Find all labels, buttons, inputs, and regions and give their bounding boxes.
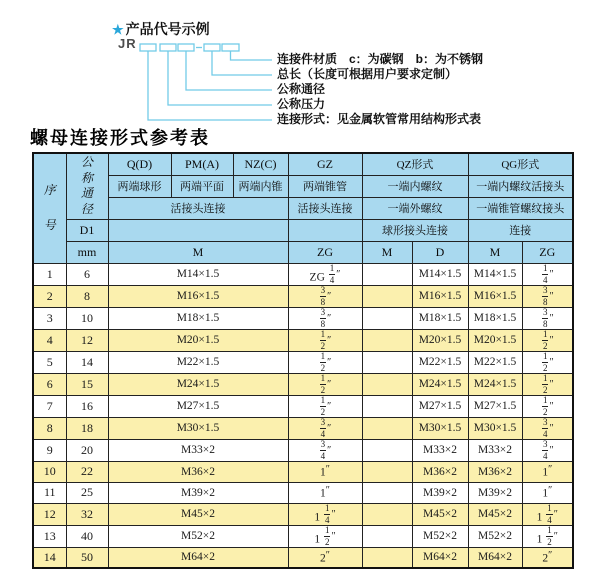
cell-seq: 14 xyxy=(33,547,66,568)
cell-gz: 1 $\frac{1}{4}$ ″ xyxy=(288,503,362,525)
table-row xyxy=(33,461,573,482)
cell-gz: 1 $\frac{1}{2}$ ″ xyxy=(288,525,362,547)
header-dn: 公称通径 xyxy=(66,153,108,219)
cell-qg-m: M18×1.5 xyxy=(468,307,522,329)
header-qg-m: M xyxy=(468,241,522,263)
table-row xyxy=(33,351,573,373)
connector-line-5 xyxy=(148,51,272,120)
cell-dn: 16 xyxy=(66,395,108,417)
cell-m: M22×1.5 xyxy=(108,351,288,373)
code-box-4 xyxy=(204,44,220,51)
nut-connection-reference-table xyxy=(32,152,574,569)
cell-qg-zg: 1″ xyxy=(522,461,573,482)
header-union-conn: 活接头连接 xyxy=(108,197,288,219)
cell-dn: 40 xyxy=(66,525,108,547)
cell-qz-m xyxy=(362,329,412,351)
cell-qz-m xyxy=(362,285,412,307)
cell-dn: 12 xyxy=(66,329,108,351)
cell-m: M39×2 xyxy=(108,482,288,503)
header-qz-desc1: 一端内螺纹 xyxy=(362,175,468,197)
header-row-4 xyxy=(33,219,573,241)
cell-m: M36×2 xyxy=(108,461,288,482)
cell-dn: 6 xyxy=(66,263,108,285)
cell-qg-zg: 1″ xyxy=(522,482,573,503)
header-gz: GZ xyxy=(288,153,362,175)
cell-qz-d: M22×1.5 xyxy=(412,351,468,373)
cell-seq: 4 xyxy=(33,329,66,351)
cell-qg-zg: 1 $\frac{1}{4}$ ″ xyxy=(522,503,573,525)
cell-dn: 15 xyxy=(66,373,108,395)
code-box-1 xyxy=(140,44,156,51)
star-icon: ★ xyxy=(112,22,124,37)
header-blank-gz xyxy=(288,219,362,241)
header-mm: mm xyxy=(66,241,108,263)
cell-m: M27×1.5 xyxy=(108,395,288,417)
header-qg-zg: ZG xyxy=(522,241,573,263)
cell-qg-zg: $\frac{1}{2}$ ″ xyxy=(522,329,573,351)
cell-qz-m xyxy=(362,525,412,547)
cell-qg-m: M27×1.5 xyxy=(468,395,522,417)
cell-dn: 10 xyxy=(66,307,108,329)
table-row xyxy=(33,307,573,329)
cell-qz-d: M45×2 xyxy=(412,503,468,525)
cell-qz-d: M36×2 xyxy=(412,461,468,482)
cell-seq: 8 xyxy=(33,417,66,439)
header-row-2 xyxy=(33,175,573,197)
cell-gz: ZG $\frac{1}{4}$ ″ xyxy=(288,263,362,285)
code-box-5 xyxy=(222,44,239,51)
cell-dn: 22 xyxy=(66,461,108,482)
header-qz-d: D xyxy=(412,241,468,263)
cell-qz-m xyxy=(362,307,412,329)
cell-qz-d: M20×1.5 xyxy=(412,329,468,351)
header-gz-desc: 两端锥管 xyxy=(288,175,362,197)
cell-qz-m xyxy=(362,439,412,461)
cell-gz: $\frac{1}{2}$ ″ xyxy=(288,351,362,373)
cell-dn: 32 xyxy=(66,503,108,525)
cell-qz-d: M33×2 xyxy=(412,439,468,461)
cell-qg-m: M16×1.5 xyxy=(468,285,522,307)
cell-seq: 7 xyxy=(33,395,66,417)
diagram-label-diameter: 公称通径 xyxy=(277,82,326,96)
table-body xyxy=(33,263,573,568)
connector-line-2 xyxy=(212,51,272,75)
table-row xyxy=(33,547,573,568)
cell-qz-m xyxy=(362,373,412,395)
cell-qg-m: M14×1.5 xyxy=(468,263,522,285)
cell-qg-m: M36×2 xyxy=(468,461,522,482)
cell-qz-m xyxy=(362,351,412,373)
cell-gz: 1″ xyxy=(288,482,362,503)
cell-qg-zg: $\frac{3}{4}$ ″ xyxy=(522,417,573,439)
header-gz-conn: 活接头连接 xyxy=(288,197,362,219)
header-pm: PM(A) xyxy=(171,153,233,175)
cell-m: M45×2 xyxy=(108,503,288,525)
cell-seq: 2 xyxy=(33,285,66,307)
connector-line-1 xyxy=(231,51,273,60)
table-row xyxy=(33,439,573,461)
table-row xyxy=(33,525,573,547)
cell-gz: $\frac{1}{2}$ ″ xyxy=(288,329,362,351)
cell-qz-m xyxy=(362,503,412,525)
table-row xyxy=(33,285,573,307)
cell-dn: 18 xyxy=(66,417,108,439)
cell-dn: 14 xyxy=(66,351,108,373)
header-qg-conn: 连接 xyxy=(468,219,573,241)
cell-seq: 11 xyxy=(33,482,66,503)
cell-qg-zg: $\frac{1}{2}$ ″ xyxy=(522,351,573,373)
cell-qz-d: M52×2 xyxy=(412,525,468,547)
header-q: Q(D) xyxy=(108,153,171,175)
header-qz-type: QZ形式 xyxy=(362,153,468,175)
header-qg-desc2: 一端锥管螺纹接头 xyxy=(468,197,573,219)
cell-qg-m: M45×2 xyxy=(468,503,522,525)
diagram-label-length: 总长（长度可根据用户要求定制） xyxy=(277,67,458,81)
table-row xyxy=(33,503,573,525)
cell-qg-zg: $\frac{3}{4}$ ″ xyxy=(522,439,573,461)
header-row-3 xyxy=(33,197,573,219)
cell-qg-m: M24×1.5 xyxy=(468,373,522,395)
cell-m: M16×1.5 xyxy=(108,285,288,307)
cell-dn: 25 xyxy=(66,482,108,503)
cell-qg-zg: $\frac{1}{2}$ ″ xyxy=(522,395,573,417)
diagram-label-material: 连接件材质 c：为碳钢 b：为不锈钢 xyxy=(277,52,484,66)
header-d1: D1 xyxy=(66,219,108,241)
header-zg: ZG xyxy=(288,241,362,263)
cell-seq: 3 xyxy=(33,307,66,329)
cell-m: M14×1.5 xyxy=(108,263,288,285)
cell-qz-m xyxy=(362,263,412,285)
product-code-prefix: JR xyxy=(118,36,137,51)
table-row xyxy=(33,395,573,417)
cell-qg-zg: 1 $\frac{1}{2}$ ″ xyxy=(522,525,573,547)
cell-m: M64×2 xyxy=(108,547,288,568)
cell-qg-m: M33×2 xyxy=(468,439,522,461)
cell-qz-d: M64×2 xyxy=(412,547,468,568)
cell-qz-d: M30×1.5 xyxy=(412,417,468,439)
cell-qg-zg: $\frac{1}{4}$ ″ xyxy=(522,263,573,285)
header-row-5 xyxy=(33,241,573,263)
cell-qz-d: M24×1.5 xyxy=(412,373,468,395)
cell-qg-m: M39×2 xyxy=(468,482,522,503)
header-nz-desc: 两端内锥 xyxy=(233,175,288,197)
cell-qg-m: M20×1.5 xyxy=(468,329,522,351)
cell-m: M33×2 xyxy=(108,439,288,461)
cell-gz: $\frac{3}{8}$ ″ xyxy=(288,307,362,329)
header-qg-type: QG形式 xyxy=(468,153,573,175)
cell-dn: 8 xyxy=(66,285,108,307)
connector-line-3 xyxy=(186,51,272,90)
cell-seq: 12 xyxy=(33,503,66,525)
cell-m: M24×1.5 xyxy=(108,373,288,395)
cell-dn: 20 xyxy=(66,439,108,461)
cell-gz: $\frac{3}{4}$ ″ xyxy=(288,439,362,461)
cell-seq: 9 xyxy=(33,439,66,461)
diagram-label-connection: 连接形式：见金属软管常用结构形式表 xyxy=(277,112,482,126)
cell-qz-d: M18×1.5 xyxy=(412,307,468,329)
header-m: M xyxy=(108,241,288,263)
cell-qg-zg: $\frac{1}{2}$ ″ xyxy=(522,373,573,395)
cell-qz-d: M27×1.5 xyxy=(412,395,468,417)
cell-seq: 13 xyxy=(33,525,66,547)
header-row-1 xyxy=(33,153,573,175)
connector-line-4 xyxy=(168,51,272,105)
table-row xyxy=(33,329,573,351)
cell-qg-zg: $\frac{3}{8}$ ″ xyxy=(522,307,573,329)
cell-qg-m: M22×1.5 xyxy=(468,351,522,373)
header-qg-desc1: 一端内螺纹活接头 xyxy=(468,175,573,197)
code-box-2 xyxy=(160,44,176,51)
cell-qg-m: M64×2 xyxy=(468,547,522,568)
cell-qz-d: M14×1.5 xyxy=(412,263,468,285)
table-row xyxy=(33,482,573,503)
cell-gz: $\frac{1}{2}$ ″ xyxy=(288,373,362,395)
header-pm-desc: 两端平面 xyxy=(171,175,233,197)
cell-gz: 2″ xyxy=(288,547,362,568)
cell-qg-m: M30×1.5 xyxy=(468,417,522,439)
cell-gz: $\frac{3}{8}$ ″ xyxy=(288,285,362,307)
table-header xyxy=(33,153,573,263)
cell-m: M20×1.5 xyxy=(108,329,288,351)
cell-m: M18×1.5 xyxy=(108,307,288,329)
cell-qg-m: M52×2 xyxy=(468,525,522,547)
cell-gz: $\frac{1}{2}$ ″ xyxy=(288,395,362,417)
cell-seq: 6 xyxy=(33,373,66,395)
header-qz-m: M xyxy=(362,241,412,263)
cell-seq: 1 xyxy=(33,263,66,285)
cell-gz: 1″ xyxy=(288,461,362,482)
header-seq: 序号 xyxy=(33,153,66,263)
table-row xyxy=(33,373,573,395)
header-qz-desc2: 一端外螺纹 xyxy=(362,197,468,219)
cell-seq: 5 xyxy=(33,351,66,373)
cell-qz-d: M16×1.5 xyxy=(412,285,468,307)
cell-qz-m xyxy=(362,417,412,439)
cell-m: M52×2 xyxy=(108,525,288,547)
header-nz: NZ(C) xyxy=(233,153,288,175)
cell-m: M30×1.5 xyxy=(108,417,288,439)
cell-seq: 10 xyxy=(33,461,66,482)
cell-qz-m xyxy=(362,461,412,482)
table-title: 螺母连接形式参考表 xyxy=(30,128,210,148)
cell-qz-m xyxy=(362,482,412,503)
table-row xyxy=(33,263,573,285)
header-qz-conn: 球形接头连接 xyxy=(362,219,468,241)
cell-qz-d: M39×2 xyxy=(412,482,468,503)
cell-qz-m xyxy=(362,547,412,568)
code-box-3 xyxy=(178,44,194,51)
cell-gz: $\frac{3}{4}$ ″ xyxy=(288,417,362,439)
header-blank-left xyxy=(108,219,288,241)
diagram-heading-text: 产品代号示例 xyxy=(125,21,210,37)
cell-qg-zg: $\frac{3}{8}$ ″ xyxy=(522,285,573,307)
cell-qg-zg: 2″ xyxy=(522,547,573,568)
cell-dn: 50 xyxy=(66,547,108,568)
table-row xyxy=(33,417,573,439)
diagram-label-pressure: 公称压力 xyxy=(277,97,326,111)
cell-qz-m xyxy=(362,395,412,417)
header-q-desc: 两端球形 xyxy=(108,175,171,197)
